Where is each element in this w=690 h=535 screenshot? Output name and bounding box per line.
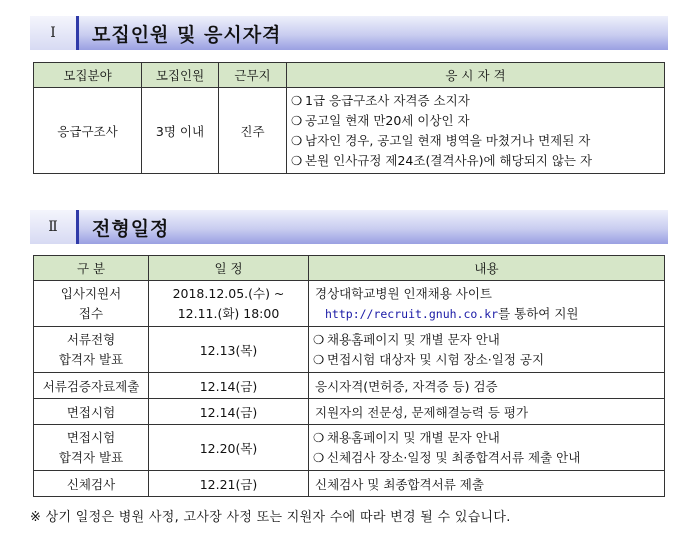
date-cell: 2018.12.05.(수) ~ 12.11.(화) 18:00 — [149, 281, 309, 327]
schedule-table — [33, 255, 665, 497]
table-header-row — [34, 256, 665, 281]
content-cell — [309, 425, 665, 471]
date-cell: 12.14(금) — [149, 373, 309, 399]
section-number: Ⅱ — [30, 210, 79, 244]
list-item: ❍ 면접시험 대상자 및 시험 장소·일정 공지 — [313, 350, 658, 370]
recruitment-table — [33, 62, 665, 174]
column-header: 응 시 자 격 — [287, 63, 665, 88]
table-row — [34, 281, 665, 327]
content-cell: 신체검사 및 최종합격서류 제출 — [309, 471, 665, 497]
section-header-recruitment — [30, 16, 668, 50]
table-row — [34, 327, 665, 373]
schedule-notice: ※ 상기 일정은 병원 사정, 고사장 사정 또는 지원자 수에 따라 변경 될 수 있습니다. — [30, 510, 511, 525]
bullet-circle-icon: ❍ — [291, 132, 303, 148]
stage-cell: 신체검사 — [34, 471, 149, 497]
list-item: ❍ 1급 응급구조사 자격증 소지자 — [291, 91, 658, 111]
content-cell — [309, 327, 665, 373]
column-header: 근무지 — [219, 63, 287, 88]
bullet-circle-icon: ❍ — [313, 429, 325, 445]
bullet-circle-icon: ❍ — [291, 112, 303, 128]
date-cell: 12.21(금) — [149, 471, 309, 497]
location-cell: 진주 — [219, 88, 287, 174]
recruit-site-link[interactable]: http://recruit.gnuh.co.kr — [325, 306, 499, 321]
content-cell: 응시자격(면허증, 자격증 등) 검증 — [309, 373, 665, 399]
bullet-circle-icon: ❍ — [291, 92, 303, 108]
list-item: ❍ 공고일 현재 만20세 이상인 자 — [291, 111, 658, 131]
date-cell: 12.20(목) — [149, 425, 309, 471]
bullet-circle-icon: ❍ — [313, 331, 325, 347]
list-item: ❍ 채용홈페이지 및 개별 문자 안내 — [313, 330, 658, 350]
date-cell: 12.14(금) — [149, 399, 309, 425]
table-row — [34, 471, 665, 497]
content-cell: 경상대학교병원 인재채용 사이트 http://recruit.gnuh.co.kr를 통하여 지원 — [309, 281, 665, 327]
field-cell: 응급구조사 — [34, 88, 142, 174]
list-item: ❍ 남자인 경우, 공고일 현재 병역을 마쳤거나 면제된 자 — [291, 131, 658, 151]
column-header: 모집분야 — [34, 63, 142, 88]
stage-cell: 서류검증자료제출 — [34, 373, 149, 399]
table-header-row — [34, 63, 665, 88]
stage-cell: 입사지원서 접수 — [34, 281, 149, 327]
count-cell: 3명 이내 — [142, 88, 219, 174]
qualifications-cell — [287, 88, 665, 174]
content-cell: 지원자의 전문성, 문제해결능력 등 평가 — [309, 399, 665, 425]
table-row — [34, 373, 665, 399]
section-title: 전형일정 — [92, 217, 170, 240]
column-header: 구 분 — [34, 256, 149, 281]
bullet-circle-icon: ❍ — [291, 152, 303, 168]
section-title: 모집인원 및 응시자격 — [92, 23, 282, 46]
table-row — [34, 425, 665, 471]
stage-cell: 서류전형 합격자 발표 — [34, 327, 149, 373]
section-number: Ⅰ — [30, 16, 79, 50]
column-header: 일 정 — [149, 256, 309, 281]
list-item: ❍ 채용홈페이지 및 개별 문자 안내 — [313, 428, 658, 448]
table-row — [34, 88, 665, 174]
section-header-schedule — [30, 210, 668, 244]
list-item: ❍ 본원 인사규정 제24조(결격사유)에 해당되지 않는 자 — [291, 151, 658, 171]
bullet-circle-icon: ❍ — [313, 449, 325, 465]
column-header: 모집인원 — [142, 63, 219, 88]
column-header: 내용 — [309, 256, 665, 281]
date-cell: 12.13(목) — [149, 327, 309, 373]
stage-cell: 면접시험 — [34, 399, 149, 425]
list-item: ❍ 신체검사 장소·일정 및 최종합격서류 제출 안내 — [313, 448, 658, 468]
table-row — [34, 399, 665, 425]
bullet-circle-icon: ❍ — [313, 351, 325, 367]
stage-cell: 면접시험 합격자 발표 — [34, 425, 149, 471]
